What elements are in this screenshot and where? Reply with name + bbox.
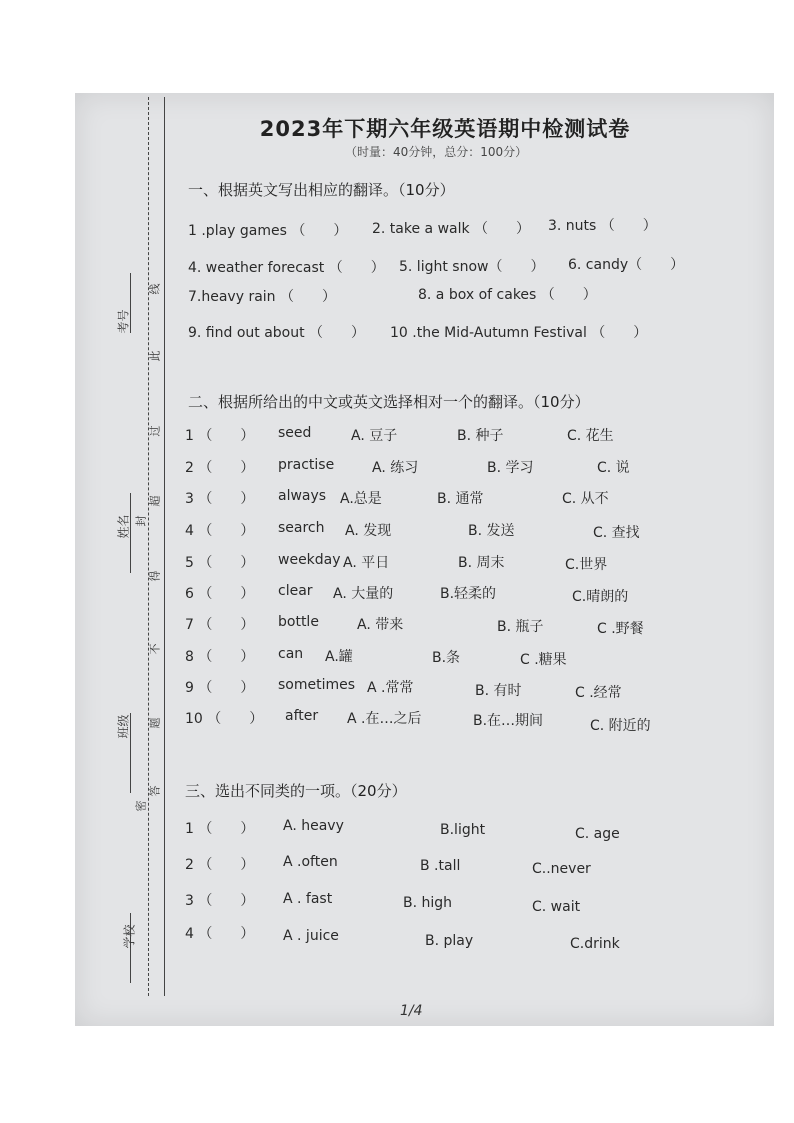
seal-char: 密 [134, 800, 148, 812]
s2-q3-option-c: C. 从不 [562, 491, 609, 507]
s2-q1-option-b: B. 种子 [457, 428, 504, 444]
seal-line-dashed [148, 97, 149, 996]
field-label-school: 学校 [122, 924, 137, 949]
s2-q10-option-c: C. 附近的 [590, 718, 651, 734]
s1-item-7: 7.heavy rain （ ） [188, 289, 336, 305]
seal-char: 线 [148, 283, 162, 295]
s2-q10-option-b: B.在…期间 [473, 713, 544, 729]
section-2-heading: 二、根据所给出的中文或英文选择相对一个的翻译。（10分） [188, 393, 590, 411]
s3-q4-number: 4 （ ） [185, 926, 255, 942]
s1-item-1: 1 .play games （ ） [188, 223, 348, 239]
s2-q4-option-b: B. 发送 [468, 523, 515, 539]
s2-q6-option-a: A. 大量的 [333, 586, 394, 602]
s2-q3-number: 3 （ ） [185, 491, 255, 507]
s2-q8-option-a: A.罐 [325, 649, 353, 665]
s2-q5-word: weekday [278, 552, 341, 568]
s2-q9-word: sometimes [278, 677, 356, 693]
binding-margin [75, 93, 175, 1026]
s2-q3-option-b: B. 通常 [437, 491, 484, 507]
s2-q4-number: 4 （ ） [185, 523, 255, 539]
s1-item-4: 4. weather forecast （ ） [188, 260, 385, 276]
s1-item-6: 6. candy（ ） [568, 257, 685, 273]
section-3-heading: 三、选出不同类的一项。（20分） [185, 782, 407, 800]
s2-q10-word: after [285, 708, 319, 724]
seal-char: 此 [148, 350, 162, 362]
s2-q7-number: 7 （ ） [185, 617, 255, 633]
seal-char: 题 [148, 717, 162, 729]
s1-item-5: 5. light snow（ ） [399, 259, 545, 275]
s3-q3-option-b: B. high [403, 895, 453, 911]
seal-char: 得 [148, 570, 162, 582]
s2-q9-option-c: C .经常 [575, 685, 622, 701]
s1-item-2: 2. take a walk （ ） [372, 221, 531, 237]
s2-q2-word: practise [278, 457, 335, 473]
s3-q1-option-b: B.light [440, 822, 486, 838]
s2-q5-option-a: A. 平日 [343, 555, 390, 571]
s2-q10-option-a: A .在…之后 [347, 711, 422, 727]
s2-q7-option-c: C .野餐 [597, 621, 644, 637]
s2-q7-option-a: A. 带来 [357, 617, 404, 633]
s2-q2-number: 2 （ ） [185, 460, 255, 476]
page-number: 1/4 [400, 1003, 423, 1019]
s2-q2-option-c: C. 说 [597, 460, 630, 476]
s2-q3-option-a: A.总是 [340, 491, 382, 507]
s1-item-8: 8. a box of cakes （ ） [418, 287, 597, 303]
s2-q4-option-a: A. 发现 [345, 523, 392, 539]
s3-q3-option-a: A . fast [283, 891, 333, 907]
s3-q1-option-c: C. age [575, 826, 620, 842]
s3-q3-option-c: C. wait [532, 899, 581, 915]
s2-q7-word: bottle [278, 614, 319, 630]
s3-q2-option-b: B .tall [420, 858, 461, 874]
s3-q2-number: 2 （ ） [185, 857, 255, 873]
s2-q5-number: 5 （ ） [185, 555, 255, 571]
field-label-class: 班级 [116, 714, 131, 739]
s2-q6-option-c: C.晴朗的 [572, 589, 629, 605]
s2-q2-option-b: B. 学习 [487, 460, 534, 476]
s1-item-3: 3. nuts （ ） [548, 218, 657, 234]
seal-char: 不 [148, 643, 162, 655]
s3-q3-number: 3 （ ） [185, 893, 255, 909]
seal-char: 答 [148, 785, 162, 797]
section-1-heading: 一、根据英文写出相应的翻译。（10分） [188, 181, 455, 199]
s2-q8-option-c: C .糖果 [520, 652, 567, 668]
s1-item-9: 9. find out about （ ） [188, 325, 366, 341]
s2-q9-number: 9 （ ） [185, 680, 255, 696]
s2-q1-option-a: A. 豆子 [351, 428, 398, 444]
seal-line-solid [164, 97, 165, 996]
s2-q5-option-b: B. 周末 [458, 555, 505, 571]
s1-item-10: 10 .the Mid-Autumn Festival （ ） [390, 325, 648, 341]
s2-q9-option-a: A .常常 [367, 680, 414, 696]
s2-q9-option-b: B. 有时 [475, 683, 522, 699]
s2-q3-word: always [278, 488, 327, 504]
exam-paper [75, 93, 774, 1026]
seal-char: 过 [148, 425, 162, 437]
s2-q8-word: can [278, 646, 304, 662]
s2-q1-number: 1 （ ） [185, 428, 255, 444]
seal-char: 封 [134, 515, 148, 527]
s3-q4-option-c: C.drink [570, 936, 620, 952]
s3-q2-option-a: A .often [283, 854, 338, 870]
s2-q10-number: 10 （ ） [185, 711, 264, 727]
s3-q4-option-a: A . juice [283, 928, 339, 944]
s2-q6-number: 6 （ ） [185, 586, 255, 602]
s2-q1-word: seed [278, 425, 312, 441]
s2-q6-option-b: B.轻柔的 [440, 586, 497, 602]
s3-q4-option-b: B. play [425, 933, 474, 949]
seal-char: 超 [148, 495, 162, 507]
s2-q1-option-c: C. 花生 [567, 428, 614, 444]
page-title: 2023年下期六年级英语期中检测试卷 [259, 117, 631, 141]
s2-q4-option-c: C. 查找 [593, 525, 640, 541]
s2-q5-option-c: C.世界 [565, 557, 608, 573]
s2-q7-option-b: B. 瓶子 [497, 619, 544, 635]
field-label-exam-number: 考号 [116, 309, 131, 334]
s2-q8-option-b: B.条 [432, 650, 461, 666]
page-subtitle: （时量：40分钟，总分：100分） [345, 145, 528, 159]
s2-q6-word: clear [278, 583, 313, 599]
s3-q1-option-a: A. heavy [283, 818, 344, 834]
s3-q2-option-c: C..never [532, 861, 591, 877]
s2-q2-option-a: A. 练习 [372, 460, 419, 476]
field-label-name: 姓名 [116, 514, 131, 539]
s2-q4-word: search [278, 520, 325, 536]
s2-q8-number: 8 （ ） [185, 649, 255, 665]
s3-q1-number: 1 （ ） [185, 821, 255, 837]
